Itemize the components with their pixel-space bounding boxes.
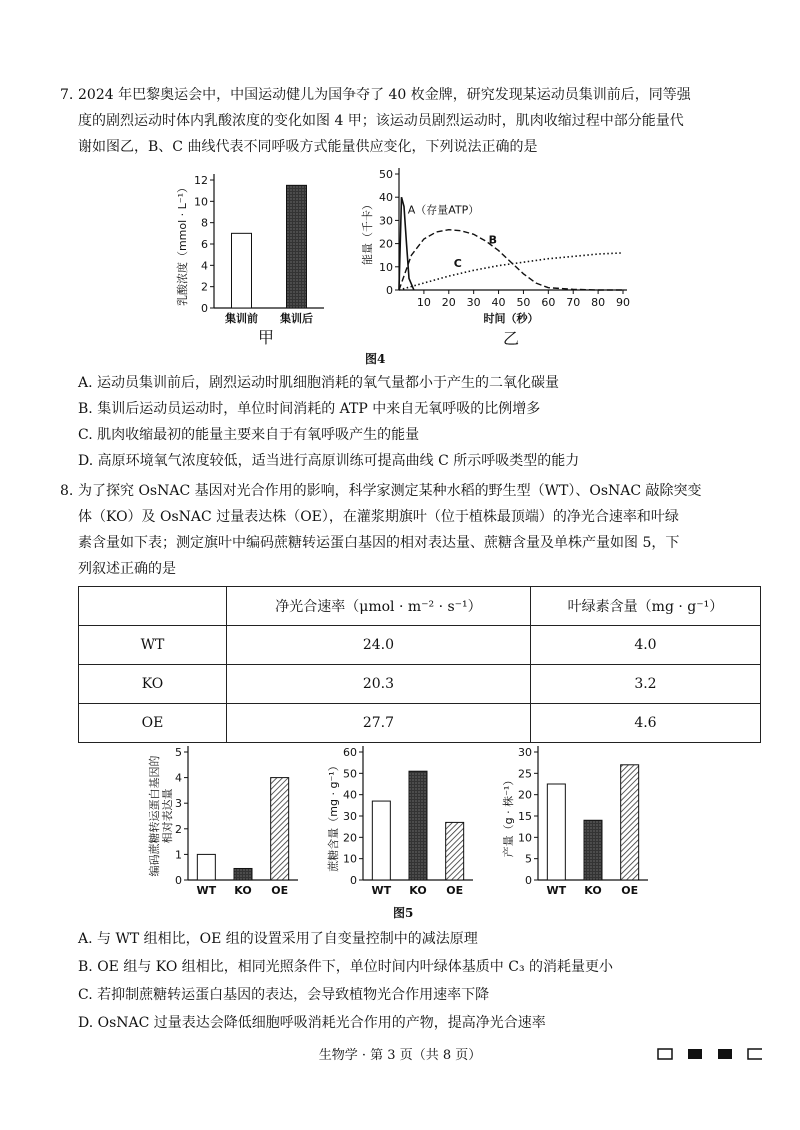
y-tick-label: 10: [194, 195, 208, 209]
table-header-cell: [79, 587, 227, 626]
table-cell: 4.0: [530, 626, 760, 665]
y-tick-label: 0: [201, 302, 208, 315]
table-cell: 27.7: [227, 704, 531, 743]
fig4-yi-chart: [355, 162, 645, 348]
y-axis-label: 能量（千卡）: [361, 199, 374, 265]
q7-stem-line3: 谢如图乙，B、C 曲线代表不同呼吸方式能量供应变化，下列说法正确的是: [78, 139, 538, 155]
page-footer: 生物学 · 第 3 页（共 8 页）: [318, 1048, 482, 1063]
figure5-caption: 图5: [393, 906, 414, 920]
x-tick-label: WT: [546, 884, 567, 897]
x-tick-label: WT: [196, 884, 217, 897]
bar: [232, 233, 252, 308]
question-number-8: 8.: [60, 483, 74, 499]
x-tick-label: 集训前: [225, 312, 258, 325]
table-row: [79, 665, 761, 704]
q8-stem-line2: 体（KO）及 OsNAC 过量表达株（OE），在灌浆期旗叶（位于植株最顶端）的净光合速率和叶绿: [78, 509, 679, 525]
x-tick-label: 80: [591, 296, 606, 309]
bar: [446, 822, 464, 880]
x-tick-label: 20: [441, 296, 456, 309]
x-tick-label: 70: [566, 296, 581, 309]
table-cell: OE: [79, 704, 227, 743]
fig5-expression-chart: [150, 740, 310, 900]
y-axis-label: 编码蔗糖转运蛋白基因的: [148, 755, 161, 877]
table-row: [79, 704, 761, 743]
scan-mark-solid: [718, 1049, 732, 1059]
q7-option-b: B. 集训后运动员运动时，单位时间消耗的 ATP 中来自无氧呼吸的比例增多: [78, 401, 541, 417]
x-tick-label: 50: [516, 296, 531, 309]
x-tick-label: 30: [466, 296, 481, 309]
scan-mark-hollow: [658, 1049, 672, 1059]
y-tick-label: 3: [175, 797, 182, 811]
table-cell: 20.3: [227, 665, 531, 704]
y-tick-label: 4: [175, 771, 182, 785]
y-tick-label: 6: [201, 238, 208, 251]
q8-option-b: B. OE 组与 KO 组相比，相同光照条件下，单位时间内叶绿体基质中 C₃ 的消耗量更小: [78, 959, 614, 975]
bar: [197, 854, 215, 880]
x-tick-label: KO: [409, 884, 427, 897]
y-tick-label: 50: [379, 168, 393, 181]
y-tick-label: 40: [343, 788, 357, 802]
q7-option-d: D. 高原环境氧气浓度较低，适当进行高原训练可提高曲线 C 所示呼吸类型的能力: [78, 453, 580, 469]
bar: [372, 801, 390, 880]
y-tick-label: 10: [343, 852, 357, 866]
table-cell: 3.2: [530, 665, 760, 704]
bar: [547, 784, 565, 880]
y-tick-label: 60: [343, 746, 357, 759]
q8-data-table: [78, 586, 761, 743]
y-tick-label: 20: [343, 831, 357, 845]
q8-stem-line3: 素含量如下表；测定旗叶中编码蔗糖转运蛋白基因的相对表达量、蔗糖含量及单株产量如图 5，下: [78, 535, 680, 551]
q7-option-c: C. 肌肉收缩最初的能量主要来自于有氧呼吸产生的能量: [78, 427, 420, 443]
table-header-row: [79, 587, 761, 626]
q8-stem-line4: 列叙述正确的是: [78, 561, 176, 577]
table-cell: 24.0: [227, 626, 531, 665]
q8-option-a: A. 与 WT 组相比，OE 组的设置采用了自变量控制中的减法原理: [78, 931, 478, 947]
bar: [271, 778, 289, 880]
question-number-7: 7.: [60, 87, 74, 103]
x-tick-label: 60: [541, 296, 556, 309]
y-axis-label: 蔗糖含量（mg · g⁻¹）: [327, 760, 340, 872]
y-tick-label: 2: [201, 280, 208, 294]
bar: [621, 765, 639, 880]
y-tick-label: 8: [201, 216, 208, 230]
x-tick-label: 90: [616, 296, 630, 309]
x-tick-label: OE: [621, 884, 639, 897]
q7-option-a: A. 运动员集训前后，剧烈运动时肌细胞消耗的氧气量都小于产生的二氧化碳量: [78, 375, 560, 391]
q7-stem-line1: 2024 年巴黎奥运会中，中国运动健儿为国争夺了 40 枚金牌，研究发现某运动员集训前后，同等强: [78, 87, 691, 103]
y-tick-label: 50: [343, 767, 357, 781]
y-tick-label: 4: [201, 259, 208, 273]
bar: [287, 185, 307, 308]
y-tick-label: 20: [379, 237, 393, 251]
y-tick-label: 2: [175, 822, 182, 836]
y-tick-label: 0: [350, 874, 357, 887]
y-tick-label: 0: [525, 874, 532, 887]
bar: [234, 868, 252, 880]
y-tick-label: 25: [518, 767, 532, 781]
x-tick-label: 10: [416, 296, 431, 309]
y-tick-label: 30: [518, 746, 532, 759]
y-axis-label: 产量（g · 株⁻¹）: [502, 774, 515, 858]
q8-option-d: D. OsNAC 过量表达会降低细胞呼吸消耗光合作用的产物，提高净光合速率: [78, 1015, 546, 1031]
bar: [409, 771, 427, 880]
series-label: B: [488, 233, 497, 247]
figure4-caption: 图4: [365, 352, 386, 366]
y-tick-label: 10: [518, 831, 532, 845]
table-cell: KO: [79, 665, 227, 704]
x-tick-label: KO: [584, 884, 602, 897]
q8-option-c: C. 若抑制蔗糖转运蛋白基因的表达，会导致植物光合作用速率下降: [78, 987, 490, 1003]
table-header-cell: 净光合速率（μmol · m⁻² · s⁻¹）: [227, 587, 531, 626]
q8-stem-line1: 为了探究 OsNAC 基因对光合作用的影响，科学家测定某种水稻的野生型（WT）、OsNAC 敲除突变: [78, 483, 702, 499]
y-tick-label: 30: [343, 810, 357, 823]
y-tick-label: 0: [386, 284, 393, 297]
fig5-sucrose-chart: [325, 740, 485, 900]
fig4-jia-chart: [170, 168, 340, 348]
bar: [584, 820, 602, 880]
table-cell: WT: [79, 626, 227, 665]
series-line: [399, 253, 623, 290]
fig5-yield-chart: [500, 740, 660, 900]
x-tick-label: 40: [491, 296, 506, 309]
y-tick-label: 40: [379, 191, 393, 205]
y-tick-label: 30: [379, 214, 393, 228]
y-tick-label: 5: [525, 852, 532, 866]
series-label: A（存量ATP）: [407, 203, 480, 217]
subfigure-label-yi: 乙: [502, 329, 520, 348]
y-tick-label: 0: [175, 874, 182, 887]
table-header-cell: 叶绿素含量（mg · g⁻¹）: [530, 587, 760, 626]
y-tick-label: 5: [175, 746, 182, 759]
series-line: [399, 230, 623, 290]
subfigure-label-jia: 甲: [257, 328, 275, 347]
y-tick-label: 10: [379, 260, 393, 274]
y-tick-label: 12: [194, 174, 208, 187]
x-tick-label: WT: [371, 884, 392, 897]
scan-mark-solid: [688, 1049, 702, 1059]
table-row: [79, 626, 761, 665]
y-tick-label: 15: [518, 810, 532, 823]
scan-mark-open: [748, 1049, 762, 1059]
x-tick-label: OE: [446, 884, 464, 897]
x-axis-label: 时间（秒）: [483, 312, 539, 325]
x-tick-label: OE: [271, 884, 289, 897]
series-label: C: [453, 256, 462, 270]
y-axis-label: 乳酸浓度（mmol · L⁻¹）: [176, 181, 189, 307]
x-tick-label: 集训后: [280, 312, 313, 325]
x-tick-label: KO: [234, 884, 252, 897]
y-axis-label: 相对表达量: [161, 788, 174, 844]
y-tick-label: 1: [175, 848, 182, 862]
scan-marks: [658, 1046, 768, 1062]
table-cell: 4.6: [530, 704, 760, 743]
q7-stem-line2: 度的剧烈运动时体内乳酸浓度的变化如图 4 甲；该运动员剧烈运动时，肌肉收缩过程中部分能量代: [78, 113, 684, 129]
y-tick-label: 20: [518, 788, 532, 802]
